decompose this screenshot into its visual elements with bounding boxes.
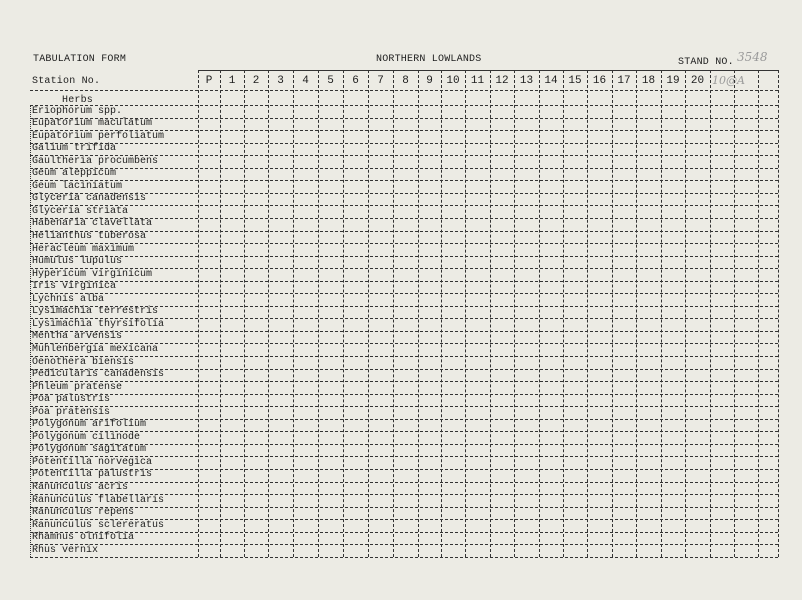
grid-row-line [30, 281, 778, 282]
species-row-label: Hypericum virginicum [32, 268, 153, 280]
species-row-label: Iris virginica [32, 281, 117, 293]
species-row-label: Galium trifida [32, 143, 117, 155]
stand-label: STAND NO. [678, 57, 734, 68]
station-column-header: 17 [617, 75, 631, 87]
species-row-label: Phleum pratense [32, 381, 123, 393]
species-row-label: Eupatorium maculatum [32, 118, 153, 130]
grid-row-line [30, 318, 778, 319]
species-row-label: Lychnis alba [32, 293, 105, 305]
species-row-label: Polygonum sagitatum [32, 444, 147, 456]
station-column-header: P [205, 75, 213, 87]
grid-row-line [30, 306, 778, 307]
grid-row-line [30, 268, 778, 269]
species-row-label: Ranunculus acris [32, 482, 129, 493]
grid-row-line [30, 155, 778, 156]
station-column-header: 4 [302, 75, 309, 87]
station-column-header: 19 [666, 75, 680, 87]
grid-row-line [30, 256, 778, 257]
station-column-header: 5 [327, 75, 334, 87]
station-column-header: 20 [690, 75, 705, 87]
grid-row-line [30, 193, 778, 194]
species-row-label: Gaultheria procumbens [32, 155, 159, 167]
station-column-header: 9 [426, 75, 433, 87]
grid-row-line [30, 218, 778, 219]
grid-row-line [30, 343, 778, 344]
station-column-header: 10 [446, 75, 460, 87]
species-row-label: Geum laciniatum [32, 180, 123, 192]
species-row-label: Ranunculus flabellaris [32, 494, 165, 506]
species-row-label: Ranunculus repens [32, 507, 135, 519]
handwritten-note: 10@A [712, 74, 745, 87]
grid-row-line [30, 406, 778, 407]
grid-row-line [30, 231, 778, 232]
grid-row-line [30, 431, 778, 432]
species-row-label: Pedicularis canadensis [32, 369, 165, 381]
station-column-header: 8 [402, 75, 409, 87]
species-row-label: Poa pratensis [32, 406, 111, 418]
grid-row-line [30, 105, 778, 106]
station-column-header: 2 [252, 75, 260, 87]
grid-row-line [30, 118, 778, 119]
station-column-header: 12 [495, 75, 509, 87]
species-row-label: Humulus lupulus [32, 256, 123, 268]
species-row-label: Potentilla norvegica [32, 456, 153, 468]
grid-row-line [30, 507, 778, 508]
species-row-label: Eupatorium perfoliatum [32, 130, 165, 142]
grid-row-line [30, 444, 778, 445]
region-title: NORTHERN LOWLANDS [376, 54, 482, 65]
species-row-label: Polygonum arifolium [32, 419, 147, 431]
station-column-header: 11 [470, 75, 485, 87]
species-row-label: Muhlenbergia mexicana [32, 343, 159, 355]
grid-row-line [30, 130, 778, 131]
grid-row-line [30, 168, 778, 169]
station-column-header: 16 [592, 75, 607, 87]
station-column-header: 6 [352, 75, 359, 87]
stand-number-handwritten: 3548 [737, 50, 768, 64]
species-row-label: Polygonum cilinode [32, 431, 141, 443]
grid-row-line [30, 394, 778, 395]
species-row-label: Mentha arvensis [32, 331, 123, 343]
species-row-label: Lysimachia thyrsifolia [32, 318, 165, 330]
station-column-header: 14 [544, 75, 558, 87]
grid-row-line [30, 293, 778, 294]
species-row-label: Rhus vernix [32, 544, 99, 556]
station-column-header: 18 [641, 75, 656, 87]
grid-column-line [778, 70, 779, 557]
station-column-header: 1 [228, 75, 236, 87]
station-column-header: 3 [277, 75, 284, 87]
form-title: TABULATION FORM [33, 54, 127, 65]
grid-row-line [30, 331, 778, 332]
grid-row-line [30, 469, 778, 470]
species-row-label: Oenothera biensis [32, 356, 135, 368]
grid-row-line [30, 143, 778, 144]
station-label: Station No. [32, 76, 101, 87]
station-column-header: 15 [568, 75, 582, 87]
species-row-label: Helianthus tuberosa [32, 231, 147, 242]
species-row-label: Geum aleppicum [32, 168, 117, 180]
grid-row-line [30, 369, 778, 370]
grid-row-line [30, 544, 778, 545]
species-row-label: Eriophorum spp. [32, 105, 123, 117]
species-row-label: Habenaria clavellata [32, 218, 153, 230]
species-row-label: Rhamnus olnifolia [32, 532, 135, 544]
grid-row-line [30, 356, 778, 357]
header-bottom-line [30, 90, 778, 91]
grid-row-line [30, 519, 778, 520]
species-row-label: Lysimachia terrestris [32, 306, 159, 318]
grid-row-line [30, 532, 778, 533]
grid-row-line [30, 456, 778, 457]
station-column-header: 7 [377, 75, 384, 87]
herbs-section-label: Herbs [62, 95, 94, 106]
grid-row-line [30, 494, 778, 495]
grid-row-line [30, 243, 778, 244]
species-row-label: Poa palustris [32, 394, 111, 406]
species-row-label: Heracleum maximum [32, 243, 135, 255]
header-top-line [198, 70, 778, 71]
species-row-label: Potentilla palustris [32, 469, 153, 481]
grid-row-line [30, 482, 778, 483]
station-column-header: 13 [519, 75, 534, 87]
species-row-label: Glyceria striata [32, 205, 129, 217]
grid-row-line [30, 381, 778, 382]
species-row-label: Glyceria canadensis [32, 193, 147, 205]
grid-row-line [30, 419, 778, 420]
grid-row-line [30, 205, 778, 206]
grid-row-line [30, 180, 778, 181]
grid-row-line [30, 557, 778, 558]
species-row-label: Ranunculus sclereratus [32, 519, 165, 531]
